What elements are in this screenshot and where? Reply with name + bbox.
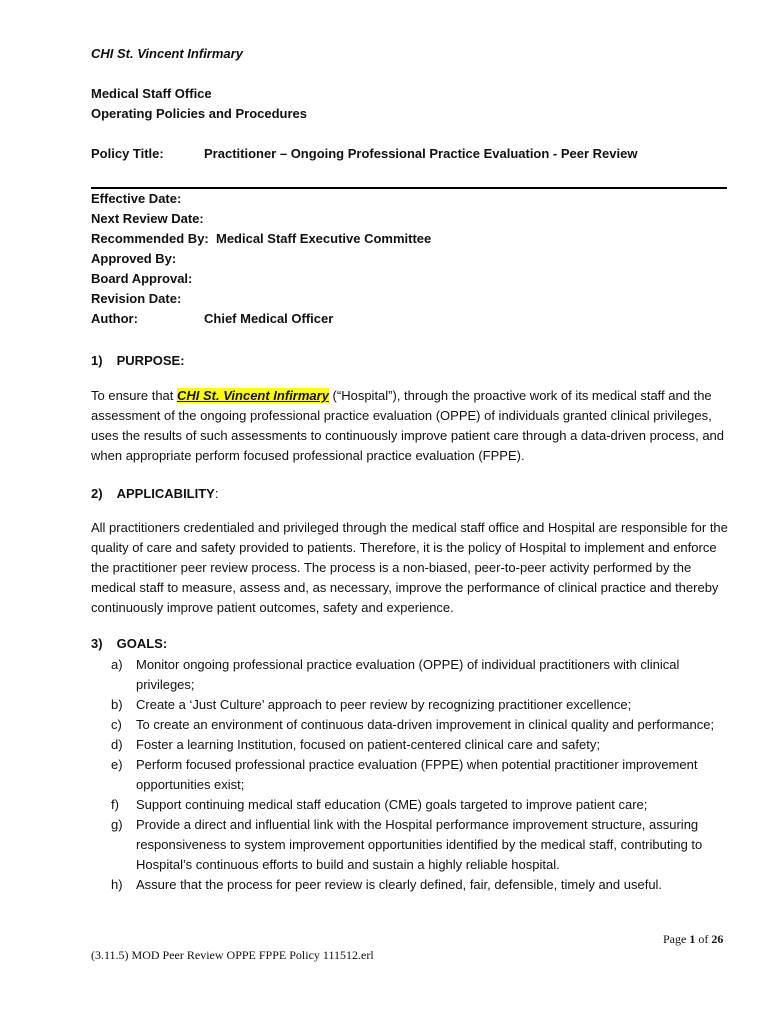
author-value: Chief Medical Officer (204, 311, 334, 326)
page-word: Page (663, 932, 690, 946)
applicability-paragraph: All practitioners credentialed and privileged through the medical staff office and Hospital are responsible for the quality of care and safety provided to patients. Therefore, it is the policy of Hospital to implement and enforce the practitioner peer review process. The process is a non-biased, peer-to-peer activity performed by the medical staff to measure, assess and, as necessary, improve the performance of clinical practice and thereby continuously improve patient outcomes, safety and experience. (91, 520, 728, 615)
policy-metadata (91, 189, 431, 329)
goal-text: Support continuing medical staff education (CME) goals targeted to improve patient care; (136, 797, 648, 812)
goal-marker: a) (111, 657, 123, 672)
goal-marker: h) (111, 877, 123, 892)
goal-marker: c) (111, 717, 122, 732)
board-approval-label: Board Approval: (91, 271, 193, 286)
policy-title: Practitioner – Ongoing Professional Practice Evaluation - Peer Review (204, 146, 638, 161)
applicability-heading (91, 486, 218, 501)
goals-heading (91, 636, 167, 651)
goal-marker: e) (111, 757, 123, 772)
applicability-colon: : (214, 486, 219, 501)
page-total: 26 (711, 932, 724, 946)
purpose-text-start: To ensure that (91, 388, 177, 403)
applicability-heading-text: APPLICABILITY (116, 486, 215, 501)
goal-text: To create an environment of continuous data-driven improvement in clinical quality and performance; (136, 717, 715, 732)
goal-marker: g) (111, 817, 123, 832)
purpose-paragraph (91, 386, 731, 466)
recommended-by-label: Recommended By: (91, 231, 209, 246)
goal-marker: d) (111, 737, 123, 752)
goal-item (111, 755, 731, 795)
document-subtitle: Operating Policies and Procedures (91, 106, 308, 121)
purpose-text-rest: (“Hospital”), through the proactive work of its medical staff and the assessment of the ongoing professional practice evaluation (OPPE) of individuals granted clinical privileges, uses the results of such assessments to continuously improve patient care through a data-driven process, and when appropriate perform focused professional practice evaluation (FPPE). (91, 388, 725, 463)
applicability-number: 2) (91, 486, 103, 501)
goal-item (111, 695, 731, 715)
author-label: Author: (91, 311, 138, 326)
page-current: 1 (689, 932, 696, 946)
goal-text: Monitor ongoing professional practice evaluation (OPPE) of individual practitioners with clinical privileges; (136, 657, 680, 692)
page-number (663, 932, 723, 947)
goal-text: Foster a learning Institution, focused on patient-centered clinical care and safety; (136, 737, 600, 752)
next-review-date-label: Next Review Date: (91, 211, 204, 226)
goal-text: Assure that the process for peer review is clearly defined, fair, defensible, timely and useful. (136, 877, 663, 892)
goal-marker: b) (111, 697, 123, 712)
goal-item (111, 875, 731, 895)
goal-item (111, 795, 731, 815)
goal-item (111, 735, 731, 755)
goal-marker: f) (111, 797, 119, 812)
goal-item (111, 815, 731, 875)
goals-list (111, 655, 731, 895)
purpose-number: 1) (91, 353, 103, 368)
goals-heading-text: GOALS: (116, 636, 168, 651)
purpose-heading (91, 353, 185, 368)
goal-item (111, 715, 731, 735)
revision-date-label: Revision Date: (91, 291, 182, 306)
goals-number: 3) (91, 636, 103, 651)
policy-title-row (91, 146, 731, 161)
document-reference: (3.11.5) MOD Peer Review OPPE FPPE Policy 111512.erl (91, 948, 374, 962)
recommended-by-value: Medical Staff Executive Committee (215, 231, 432, 246)
goal-text: Provide a direct and influential link with the Hospital performance improvement structure, assuring responsiveness to system improvement opportunities identified by the medical staff, contributing to Hospital’s continuous efforts to build and sustain a highly reliable hospital. (136, 817, 703, 872)
organization-name: CHI St. Vincent Infirmary (91, 46, 243, 61)
office-name: Medical Staff Office (91, 86, 212, 101)
page-of: of (695, 932, 712, 946)
policy-title-label: Policy Title: (91, 146, 164, 161)
approved-by-label: Approved By: (91, 251, 177, 266)
highlighted-organization-name: CHI St. Vincent Infirmary (177, 388, 329, 403)
purpose-heading-text: PURPOSE: (116, 353, 185, 368)
goal-text: Perform focused professional practice evaluation (FPPE) when potential practitioner improvement opportunities exist; (136, 757, 698, 792)
goal-item (111, 655, 731, 695)
goal-text: Create a ‘Just Culture’ approach to peer review by recognizing practitioner excellence; (136, 697, 632, 712)
effective-date-label: Effective Date: (91, 191, 182, 206)
